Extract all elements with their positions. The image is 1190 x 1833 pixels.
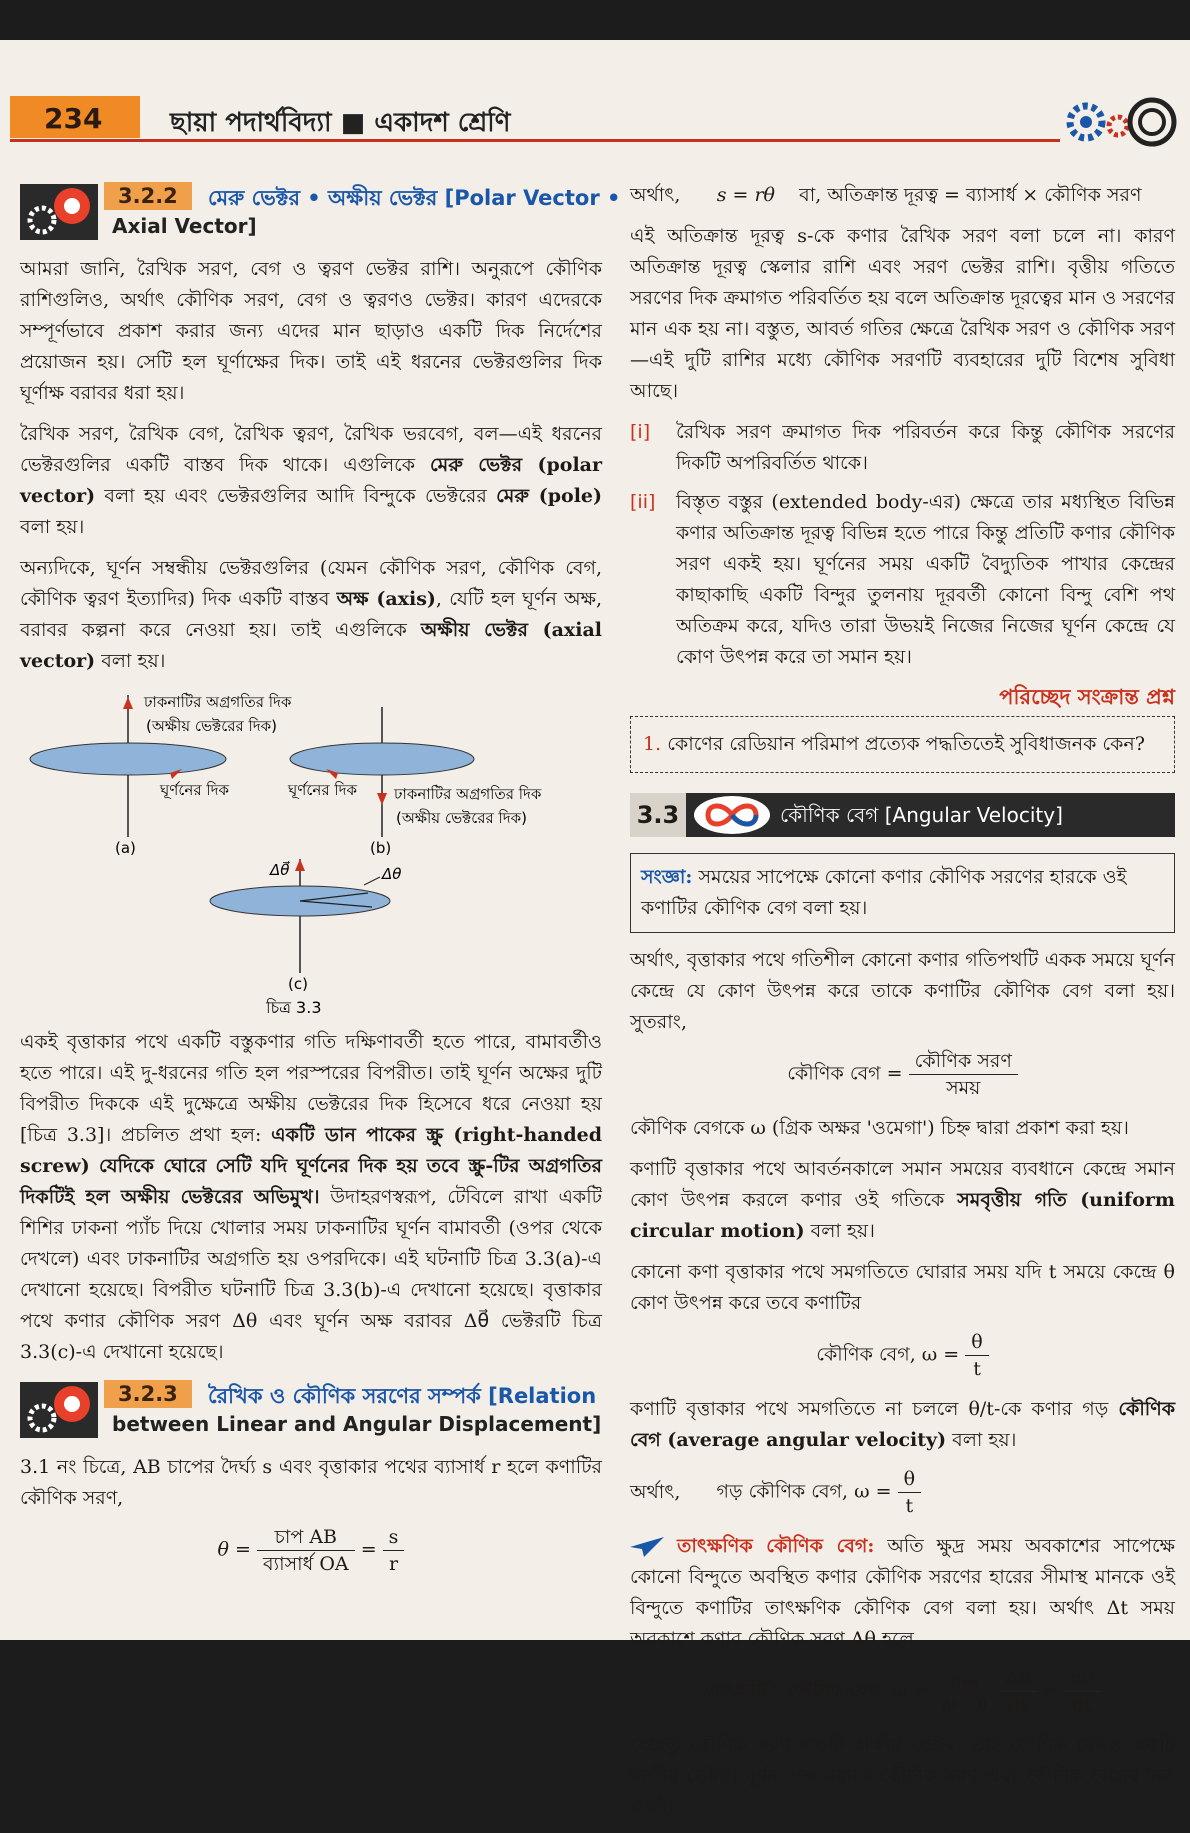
- axial-vector-diagram: [20, 687, 602, 1017]
- fig-rotation-b: ঘূর্ণনের দিক: [288, 781, 358, 799]
- paper-plane-icon: [630, 1537, 664, 1557]
- fig-rotation-a: ঘূর্ণনের দিক: [160, 781, 230, 799]
- question-text: কোণের রেডিয়ান পরিমাপ প্রত্যেক পদ্ধতিতেই সুবিধাজনক কেন?: [667, 733, 1145, 755]
- section-gears-icon: [20, 180, 110, 244]
- fig-lid-direction-b: ঢাকনাটির অগ্রগতির দিক: [394, 785, 542, 803]
- fig-axial-direction-b: (অক্ষীয় ভেক্টরের দিক): [396, 809, 528, 827]
- section-gears-icon: [20, 1378, 110, 1442]
- textbook-page: [0, 40, 1190, 1818]
- paragraph: 3.1 নং চিত্রে, AB চাপের দৈর্ঘ্য s এবং বৃত্তাকার পথের ব্যাসার্ধ r হলে কণাটির কৌণিক সরণ,: [20, 1456, 602, 1509]
- fig-dtheta-vector: Δθ⃗: [270, 861, 290, 879]
- book-title: ছায়া পদার্থবিদ্যা ■ একাদশ শ্রেণি: [170, 108, 511, 138]
- fig-dtheta: Δθ: [382, 865, 402, 883]
- section-title-continued: between Linear and Angular Displacement]: [112, 1412, 602, 1436]
- equation-angular-velocity: কৌণিক বেগ = $\frac{\text{কৌণিক সরণ}}{\text{সময়}}$: [630, 1048, 1175, 1101]
- paragraph: কণাটি বৃত্তাকার পথে আবর্তনকালে সমান সময়ের ব্যবধানে কেন্দ্রে সমান কোণ উৎপন্ন করলে কণার ওই গতিকে সমবৃত্তীয় গতি (uniform circular motion) বলা হয়।: [630, 1158, 1175, 1242]
- question-box: [630, 716, 1175, 773]
- paragraph: কৌণিক বেগকে ω (গ্রিক অক্ষর 'ওমেগা') চিহ্ন দ্বারা প্রকাশ করা হয়।: [630, 1117, 1129, 1139]
- section-title: মেরু ভেক্টর • অক্ষীয় ভেক্টর [Polar Vector •: [208, 186, 621, 210]
- fig-label-b: (b): [370, 839, 392, 857]
- paragraph: কোনো কণা বৃত্তাকার পথে সমগতিতে ঘোরার সময় যদি t সময়ে কেন্দ্রে θ কোণ উৎপন্ন করে তবে কণাটির: [630, 1261, 1175, 1314]
- section-number: 3.2.2: [104, 182, 192, 210]
- paragraph: কণাটি বৃত্তাকার পথে সমগতিতে না চললে θ/t-কে কণার গড় কৌণিক বেগ (average angular velocity) বলা হয়।: [630, 1398, 1175, 1451]
- equation-instantaneous-angular-velocity: তাৎক্ষণিক কৌণিক বেগ, ω = lim Δt → 0 $\frac{\Delta\theta}{\Delta t}$ = $\frac{d\theta}{dt}$: [630, 1665, 1175, 1718]
- section-3-2-2-heading: [20, 180, 621, 248]
- equation-angular-displacement: θ = $\frac{\text{চাপ AB}}{\text{ব্যাসার্ধ OA}}$ = $\frac{s}{r}$: [20, 1524, 602, 1577]
- figure-caption: চিত্র 3.3: [266, 998, 322, 1017]
- paragraph: একই বৃত্তাকার পথে একটি বস্তুকণার গতি দক্ষিণাবর্তী হতে পারে, বামাবর্তীও হতে পারে। এই দু-ধরনের গতি হল পরস্পরের বিপরীত। তাই ঘূর্ণন অক্ষের দুটি বিপরীত দিককে এই দুক্ষেত্রে অক্ষীয় ভেক্টরের দিক হিসেবে ধরে নেওয়া হয় [চিত্র 3.3]। প্রচলিত প্রথা হল: একটি ডান পাকের স্ক্রু (right-handed screw) যেদিকে ঘোরে সেটি যদি ঘূর্ণনের দিক হয় তবে স্ক্রু-টির অগ্রগতির দিকটিই হল অক্ষীয় ভেক্টরের অভিমুখ। উদাহরণস্বরূপ, টেবিলে রাখা একটি শিশির ঢাকনা প্যাঁচ দিয়ে খোলার সময় ঢাকনাটির ঘূর্ণন বামাবর্তী (ওপর থেকে দেখলে) এবং ঢাকনাটির অগ্রগতি হয় ওপরদিকে। এই ঘটনাটি চিত্র 3.3(a)-এ দেখানো হয়েছে। বিপরীত ঘটনাটি চিত্র 3.3(b)-এ দেখানো হয়েছে। বৃত্তাকার পথে কণার কৌণিক সরণ Δθ এবং ঘূর্ণন অক্ষ বরাবর Δθ⃗ ভেক্টরটি চিত্র 3.3(c)-এ দেখানো হয়েছে।: [20, 1031, 602, 1363]
- question-number: 1.: [643, 733, 662, 755]
- fig-axial-direction-a: (অক্ষীয় ভেক্টরের দিক): [146, 717, 278, 735]
- equation-arc-length: অর্থাৎ, s = rθ বা, অতিক্রান্ত দূরত্ব = ব্যাসার্ধ × কৌণিক সরণ: [630, 184, 1142, 206]
- infinity-icon: [692, 795, 772, 835]
- section-number: 3.3: [630, 793, 686, 837]
- paragraph: অর্থাৎ, বৃত্তাকার পথে গতিশীল কোনো কণার গতিপথটি একক সময়ে ঘূর্ণন কেন্দ্রে যে কোণ উৎপন্ন করে তাকে কণাটির কৌণিক বেগ বলা হয়। সুতরাং,: [630, 949, 1175, 1033]
- paragraph: রৈখিক সরণ, রৈখিক বেগ, রৈখিক ত্বরণ, রৈখিক ভরবেগ, বল—এই ধরনের ভেক্টরগুলির একটি বাস্তব দিক থাকে। এগুলিকে মেরু ভেক্টর (polar vector) বলা হয় এবং ভেক্টরগুলির আদি বিন্দুকে ভেক্টরের মেরু (pole) বলা হয়।: [20, 423, 602, 538]
- section-3-2-3-heading: [20, 1378, 602, 1446]
- list-item: [i] রৈখিক সরণ ক্রমাগত দিক পরিবর্তন করে কিন্তু কৌণিক সরণের দিকটি অপরিবর্তিত থাকে।: [630, 421, 1175, 474]
- section-number: 3.2.3: [104, 1380, 192, 1408]
- section-title-continued: Axial Vector]: [112, 214, 257, 238]
- paragraph: যেহেতু কৌণিক সরণ একটি অক্ষীয় ভেক্টর, তাই কৌণিক বেগও একটি অক্ষীয় ভেক্টর। ঘূর্ণন অক্ষ বরাবর কৌণিক সরণ এবং কৌণিক বেগের দিক একই।: [630, 1734, 1175, 1818]
- list-item: [ii] বিস্তৃত বস্তুর (extended body-এর) ক্ষেত্রে তার মধ্যস্থিত বিভিন্ন কণার অতিক্রান্ত দূরত্ব বিভিন্ন হতে পারে কিন্তু প্রতিটি কণার কৌণিক সরণ একই হয়। ঘূর্ণনের সময় একটি বৈদ্যুতিক পাখার কেন্দ্রের কাছাকাছি একটি বিন্দুর তুলনায় দূরবর্তী কোনো বিন্দু বেশি পথ অতিক্রম করে, যদিও তারা উভয়ই নিজের নিজের ঘূর্ণন কেন্দ্রে যে কোণ উৎপন্ন করে তা সমান হয়।: [630, 491, 1175, 668]
- page-header: [10, 96, 1182, 152]
- section-title: রৈখিক ও কৌণিক সরণের সম্পর্ক [Relation: [208, 1384, 597, 1408]
- header-rule: [10, 139, 1060, 142]
- fig-lid-direction-a: ঢাকনাটির অগ্রগতির দিক: [144, 693, 292, 711]
- left-column: [20, 180, 621, 1589]
- equation-average-angular-velocity: অর্থাৎ, গড় কৌণিক বেগ, ω = $\frac{\theta}{t}$: [630, 1466, 1175, 1519]
- paragraph: অন্যদিকে, ঘূর্ণন সম্বন্ধীয় ভেক্টরগুলির (যেমন কৌণিক সরণ, কৌণিক বেগ, কৌণিক ত্বরণ ইত্যাদির) দিক একটি বাস্তব অক্ষ (axis), যেটি হল ঘূর্ণন অক্ষ, বরাবর কল্পনা করে নেওয়া হয়। তাই এগুলিকে অক্ষীয় ভেক্টর (axial vector) বলা হয়।: [20, 557, 602, 672]
- section-3-3-heading: [630, 787, 1175, 843]
- definition-box: সংজ্ঞা: সময়ের সাপেক্ষে কোনো কণার কৌণিক সরণের হারকে ওই কণাটির কৌণিক বেগ বলা হয়।: [630, 853, 1175, 933]
- page-number: 234: [44, 102, 103, 135]
- section-questions-heading: পরিচ্ছেদ সংক্রান্ত প্রশ্ন: [999, 685, 1175, 709]
- fig-label-c: (c): [288, 975, 308, 993]
- paragraph: এই অতিক্রান্ত দূরত্ব s-কে কণার রৈখিক সরণ বলা চলে না। কারণ অতিক্রান্ত দূরত্ব স্কেলার রাশি এবং সরণ ভেক্টর রাশি। বৃত্তীয় গতিতে সরণের দিক ক্রমাগত পরিবর্তিত হয় বলে অতিক্রান্ত দূরত্বের মান ও সরণের মান এক হয় না। বস্তুত, আবর্ত গতির ক্ষেত্রে রৈখিক সরণ ও কৌণিক সরণ—এই দুটি রাশির মধ্যে কৌণিক সরণটি ব্যবহারের দুটি বিশেষ সুবিধা আছে।: [630, 225, 1175, 402]
- section-title: কৌণিক বেগ [Angular Velocity]: [780, 803, 1063, 827]
- equation-uniform-angular-velocity: কৌণিক বেগ, ω = $\frac{\theta}{t}$: [630, 1329, 1175, 1382]
- paragraph: আমরা জানি, রৈখিক সরণ, বেগ ও ত্বরণ ভেক্টর রাশি। অনুরূপে কৌণিক রাশিগুলিও, অর্থাৎ কৌণিক সরণ, বেগ ও ত্বরণও ভেক্টর। কারণ এদেরকে সম্পূর্ণভাবে প্রকাশ করার জন্য এদের মান ছাড়াও একটি দিক নির্দেশের প্রয়োজন হয়। সেটি হল ঘূর্ণাক্ষের দিক। তাই এই ধরনের ভেক্টরগুলির দিক ঘূর্ণাক্ষ বরাবর ধরা হয়।: [20, 258, 602, 404]
- paragraph-instantaneous: তাৎক্ষণিক কৌণিক বেগ: অতি ক্ষুদ্র সময় অবকাশের সাপেক্ষে কোনো বিন্দুতে অবস্থিত কণার কৌণিক সরণের হারের সীমাস্থ মানকে ওই বিন্দুতে কণাটির তাৎক্ষণিক কৌণিক বেগ বলা হয়। অর্থাৎ Δt সময় অবকাশে কণার কৌণিক সরণ Δθ হলে,: [630, 1535, 1175, 1650]
- gears-logo-icon: [1056, 94, 1176, 150]
- fig-label-a: (a): [115, 839, 136, 857]
- right-column: [630, 180, 1175, 1833]
- figure-3-3: [20, 687, 602, 1017]
